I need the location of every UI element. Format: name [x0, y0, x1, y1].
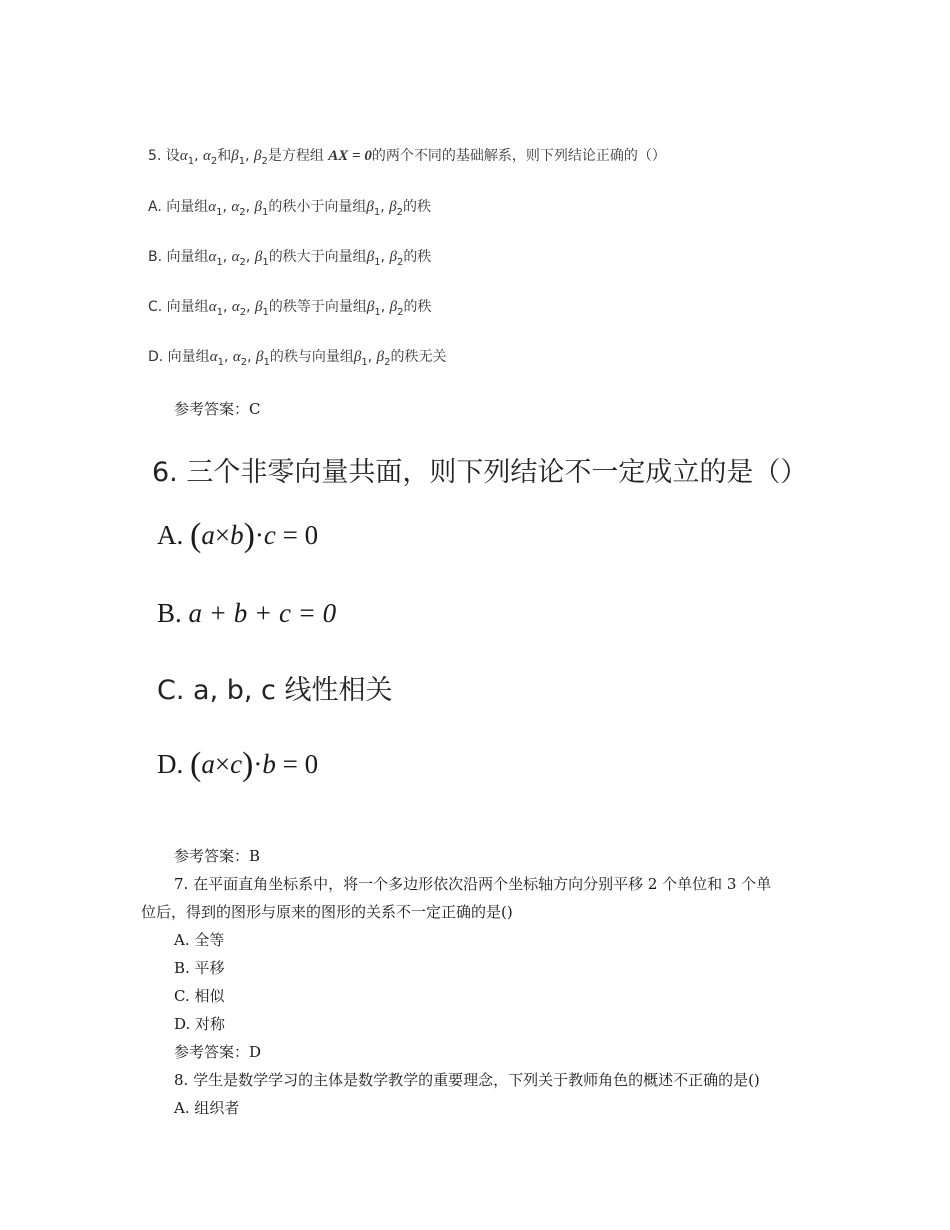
q6-option-a: A. (a×b)·c = 0 — [157, 517, 319, 554]
q5-stem: 5. 设$\alpha_1$, $\alpha_2$和$\beta_1$, $\beta_2$是方程组 AX = 0的两个不同的基础解系，则下列结论正确的（） — [148, 148, 666, 167]
q6-option-c: C. a, b, c 线性相关 — [157, 675, 393, 706]
q8-option-a: A. 组织者 — [174, 1099, 240, 1117]
q5-option-d: D. 向量组$\alpha_1$, $\alpha_2$, $\beta_1$的秩与向量组$\beta_1$, $\beta_2$的秩无关 — [148, 349, 447, 368]
q5-option-a: A. 向量组$\alpha_1$, $\alpha_2$, $\beta_1$的秩小于向量组$\beta_1$, $\beta_2$的秩 — [148, 199, 432, 218]
q6-answer: 参考答案：B — [174, 847, 261, 865]
q7-stem-line2: 位后，得到的图形与原来的图形的关系不一定正确的是() — [141, 903, 513, 921]
q7-answer: 参考答案：D — [174, 1043, 262, 1061]
q5-option-b: B. 向量组$\alpha_1$, $\alpha_2$, $\beta_1$的秩大于向量组$\beta_1$, $\beta_2$的秩 — [148, 249, 432, 268]
q7-option-c: C. 相似 — [174, 987, 225, 1005]
q6-option-d: D. (a×c)·b = 0 — [157, 746, 319, 783]
q6-stem: 6. 三个非零向量共面，则下列结论不一定成立的是（） — [152, 457, 808, 488]
q5-answer: 参考答案：C — [174, 400, 261, 418]
q5-option-c: C. 向量组$\alpha_1$, $\alpha_2$, $\beta_1$的秩等于向量组$\beta_1$, $\beta_2$的秩 — [148, 299, 432, 318]
q6-option-b: B. a + b + c = 0 — [157, 598, 337, 628]
q7-option-d: D. 对称 — [174, 1015, 226, 1033]
q7-stem-line1: 7. 在平面直角坐标系中，将一个多边形依次沿两个坐标轴方向分别平移 2 个单位和 3 个单 — [174, 875, 772, 893]
q7-option-a: A. 全等 — [174, 931, 225, 949]
q8-stem: 8. 学生是数学学习的主体是数学教学的重要理念，下列关于教师角色的概述不正确的是() — [174, 1071, 760, 1089]
q7-option-b: B. 平移 — [174, 959, 225, 977]
